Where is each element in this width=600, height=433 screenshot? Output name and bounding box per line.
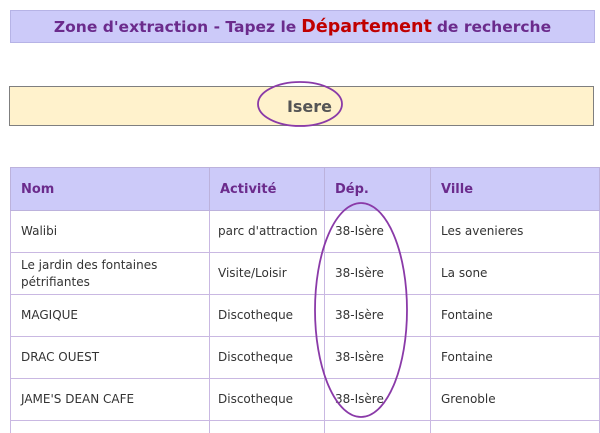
banner-text-end: de recherche	[437, 18, 551, 36]
cell-ville[interactable]: Fontaine	[431, 295, 600, 337]
table-row	[11, 295, 600, 337]
cell-activite[interactable]: Visite/Loisir	[210, 253, 325, 295]
cell-ville[interactable]: La sone	[431, 253, 600, 295]
cell-dep[interactable]: 38-Isère	[325, 337, 431, 379]
results-table	[10, 167, 600, 433]
cell-nom[interactable]: Walibi	[11, 211, 210, 253]
cell-nom[interactable]: Le jardin des fontaines pétrifiantes	[11, 253, 210, 295]
cell-nom[interactable]: MAGIQUE	[11, 295, 210, 337]
table-header-row	[11, 168, 600, 211]
cell-dep[interactable]: 38-Isère	[325, 211, 431, 253]
cell-dep[interactable]: 38-Isère	[325, 379, 431, 421]
cell-dep[interactable]: 38-Isère	[325, 295, 431, 337]
extraction-zone-banner	[10, 10, 595, 43]
cell-ville[interactable]: Grenoble	[431, 379, 600, 421]
banner-highlight-department: Département	[301, 17, 432, 37]
cell-activite[interactable]: Discotheque	[210, 379, 325, 421]
cell-nom[interactable]: DRAC OUEST	[11, 337, 210, 379]
table-row	[11, 337, 600, 379]
department-search-cell[interactable]	[9, 86, 594, 126]
column-header-dep: Dép.	[325, 168, 431, 211]
column-header-activite: Activité	[210, 168, 325, 211]
cell-empty[interactable]	[431, 421, 600, 433]
column-header-ville: Ville	[431, 168, 600, 211]
search-value: Isere	[287, 97, 332, 116]
cell-dep[interactable]: 38-Isère	[325, 253, 431, 295]
cell-activite[interactable]: Discotheque	[210, 295, 325, 337]
column-header-nom: Nom	[11, 168, 210, 211]
table-row	[11, 379, 600, 421]
cell-empty[interactable]	[325, 421, 431, 433]
table-row	[11, 211, 600, 253]
cell-ville[interactable]: Les avenieres	[431, 211, 600, 253]
table-row-empty	[11, 421, 600, 433]
cell-activite[interactable]: parc d'attraction	[210, 211, 325, 253]
cell-activite[interactable]: Discotheque	[210, 337, 325, 379]
table-row	[11, 253, 600, 295]
cell-nom[interactable]: JAME'S DEAN CAFE	[11, 379, 210, 421]
cell-empty[interactable]	[210, 421, 325, 433]
banner-text-start: Zone d'extraction - Tapez le	[54, 18, 296, 36]
cell-empty[interactable]	[11, 421, 210, 433]
cell-ville[interactable]: Fontaine	[431, 337, 600, 379]
